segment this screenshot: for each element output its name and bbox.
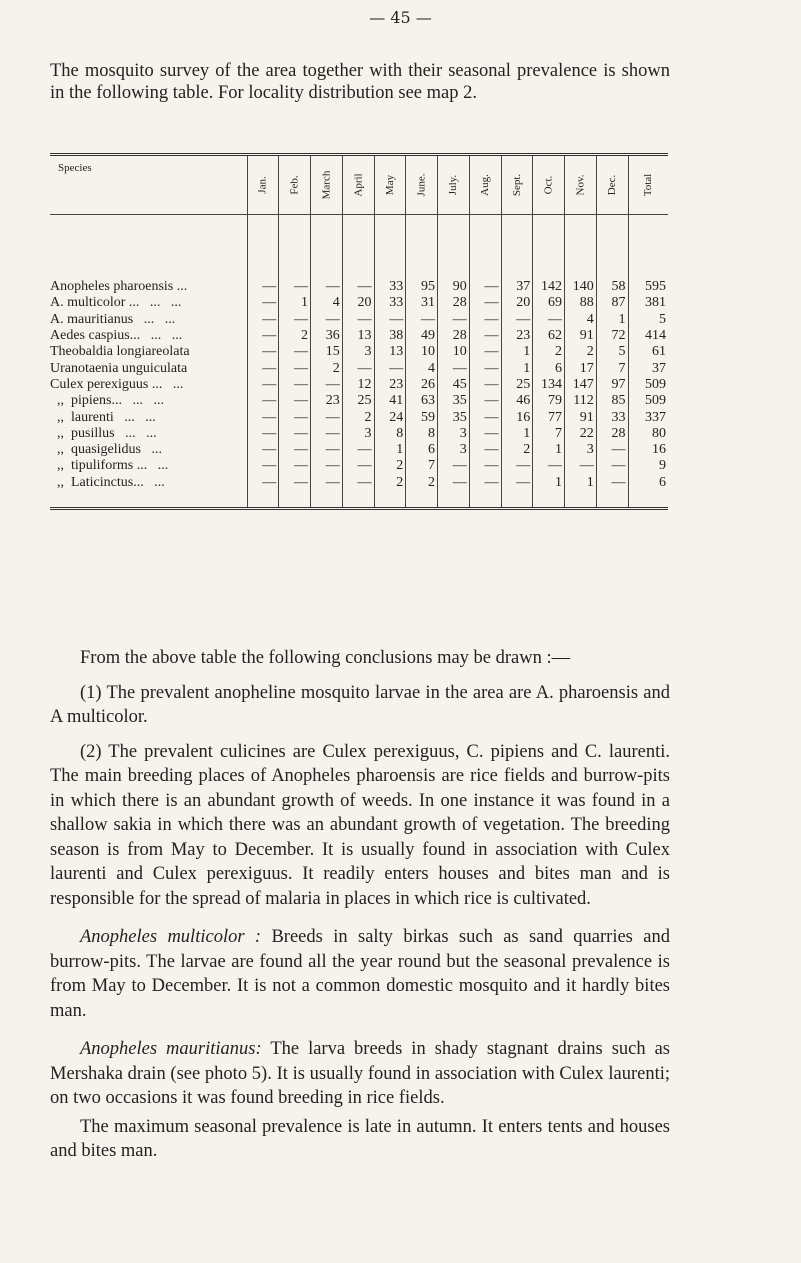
count-cell: — (469, 377, 501, 393)
count-cell: 2 (533, 344, 565, 360)
table-row (50, 409, 668, 425)
count-cell: — (311, 377, 343, 393)
count-cell: 22 (565, 426, 597, 442)
table-row (50, 458, 668, 474)
count-cell: 509 (645, 376, 666, 392)
count-cell: — (342, 458, 374, 474)
spacer-cell (374, 491, 406, 507)
count-cell: — (438, 458, 470, 474)
species-name: ,, pipiens... ... ... (50, 393, 247, 409)
header-label: Aug. (479, 174, 492, 196)
count-cell: 28 (438, 295, 470, 311)
header-feb (279, 156, 311, 215)
header-label: Total (642, 173, 655, 197)
species-name: Anopheles pharoensis ... (50, 279, 247, 295)
spacer-cell (596, 215, 628, 280)
count-cell: — (533, 458, 565, 474)
count-cell: — (342, 279, 374, 295)
count-cell: — (247, 393, 279, 409)
count-cell: 4 (311, 295, 343, 311)
count-cell: — (469, 442, 501, 458)
count-cell: 7 (596, 360, 628, 376)
last-paragraph: The maximum seasonal prevalence is late in autumn. It enters tents and houses and bites man. (50, 1116, 670, 1161)
spacer-row (50, 215, 668, 280)
count-cell: 4 (406, 360, 438, 376)
count-cell: 7 (533, 426, 565, 442)
table-header-row (50, 156, 668, 215)
count-cell: 414 (645, 328, 666, 344)
header-label: Feb. (288, 175, 301, 195)
count-cell: 17 (565, 360, 597, 376)
count-cell: — (247, 360, 279, 376)
count-cell: 6 (533, 360, 565, 376)
count-cell: 37 (652, 360, 666, 376)
header-total (628, 156, 668, 215)
spacer-cell (628, 491, 668, 507)
count-cell: 509 (645, 393, 666, 409)
table-row (50, 360, 668, 376)
intro-paragraph: The mosquito survey of the area together with their seasonal prevalence is shown in the following table. For locality distribution see map 2. (50, 61, 670, 103)
spacer-cell (311, 215, 343, 280)
count-cell: 23 (374, 377, 406, 393)
count-cell: — (374, 360, 406, 376)
count-cell: 15 (311, 344, 343, 360)
spacer-cell (565, 491, 597, 507)
table-row (50, 393, 668, 409)
count-cell: 2 (374, 475, 406, 491)
spacer-cell (438, 215, 470, 280)
count-cell: — (279, 442, 311, 458)
header-aug (469, 156, 501, 215)
table-row (50, 344, 668, 360)
count-cell: 1 (565, 475, 597, 491)
count-cell: 2 (406, 475, 438, 491)
count-cell: — (247, 426, 279, 442)
count-cell: 41 (374, 393, 406, 409)
count-cell: 1 (533, 475, 565, 491)
header-label: June. (415, 173, 428, 197)
count-cell: 20 (501, 295, 533, 311)
count-cell: 38 (374, 328, 406, 344)
spacer-cell (533, 491, 565, 507)
count-cell: 3 (565, 442, 597, 458)
header-dec (596, 156, 628, 215)
count-cell: — (247, 279, 279, 295)
count-cell: 10 (406, 344, 438, 360)
spacer-cell (406, 215, 438, 280)
table-row (50, 328, 668, 344)
spacer-cell (533, 215, 565, 280)
spacer-cell (438, 491, 470, 507)
count-cell: 33 (596, 409, 628, 425)
count-cell: — (247, 377, 279, 393)
spacer-cell (342, 491, 374, 507)
count-cell: 77 (533, 409, 565, 425)
count-cell: — (469, 393, 501, 409)
count-cell: 26 (406, 377, 438, 393)
count-cell: — (438, 360, 470, 376)
count-cell: 7 (406, 458, 438, 474)
count-cell: — (501, 458, 533, 474)
count-cell: — (469, 328, 501, 344)
species-name: ,, Laticinctus... ... (50, 475, 247, 491)
count-cell: 46 (501, 393, 533, 409)
count-cell: — (342, 360, 374, 376)
count-cell: 8 (406, 426, 438, 442)
count-cell: — (279, 279, 311, 295)
count-cell: 337 (645, 409, 666, 425)
table-row (50, 475, 668, 491)
species-name: ,, laurenti ... ... (50, 409, 247, 425)
table-row (50, 295, 668, 311)
header-june (406, 156, 438, 215)
header-label: Dec. (606, 174, 619, 196)
count-cell: 45 (438, 377, 470, 393)
count-cell: — (565, 458, 597, 474)
header-may (374, 156, 406, 215)
count-cell: 24 (374, 409, 406, 425)
count-cell: — (311, 475, 343, 491)
count-cell: — (279, 377, 311, 393)
count-cell: 381 (645, 295, 666, 311)
conclusion-1: (1) The prevalent anopheline mosquito larvae in the area are A. pharoensis and A multicolor. (50, 682, 670, 727)
header-oct (533, 156, 565, 215)
species-name: Aedes caspius... ... ... (50, 328, 247, 344)
count-cell: 61 (652, 344, 666, 360)
count-cell: 72 (596, 328, 628, 344)
page-number: — 45 — (369, 8, 432, 27)
count-cell: — (501, 312, 533, 328)
count-cell: 1 (501, 344, 533, 360)
count-cell: 3 (342, 344, 374, 360)
count-cell: — (279, 409, 311, 425)
count-cell: 5 (659, 311, 666, 327)
spacer-cell (247, 215, 279, 280)
count-cell: — (342, 442, 374, 458)
mauritianus-text: The larva breeds in shady stagnant drains such as Mershaka drain (see photo 5). It is usually found in association with Culex laurenti; on two occasions it was found breeding in rice fields. (50, 1039, 671, 1108)
spacer-cell (469, 491, 501, 507)
count-cell: 2 (501, 442, 533, 458)
spacer-cell (628, 215, 668, 280)
count-cell: 25 (342, 393, 374, 409)
count-cell: — (279, 393, 311, 409)
spacer-cell (469, 215, 501, 280)
species-name: ,, pusillus ... ... (50, 426, 247, 442)
header-nov (565, 156, 597, 215)
header-label: Sept. (510, 173, 523, 197)
header-label: Jan. (256, 176, 269, 194)
count-cell: 6 (659, 474, 666, 490)
header-label: March (320, 170, 333, 200)
count-cell: 2 (374, 458, 406, 474)
count-cell: 16 (501, 409, 533, 425)
count-cell: — (247, 295, 279, 311)
count-cell: — (469, 295, 501, 311)
count-cell: 23 (311, 393, 343, 409)
count-cell: 3 (438, 442, 470, 458)
count-cell: 69 (533, 295, 565, 311)
count-cell: 87 (596, 295, 628, 311)
count-cell: 49 (406, 328, 438, 344)
count-cell: 59 (406, 409, 438, 425)
count-cell: 33 (374, 295, 406, 311)
multicolor-title: Anopheles multicolor : (80, 927, 262, 947)
count-cell: — (469, 312, 501, 328)
body-text (50, 646, 670, 1168)
count-cell: — (596, 475, 628, 491)
spacer-cell (50, 491, 247, 507)
table-row (50, 442, 668, 458)
count-cell: — (311, 458, 343, 474)
count-cell: — (501, 475, 533, 491)
count-cell: 79 (533, 393, 565, 409)
count-cell: 4 (565, 312, 597, 328)
count-cell: 80 (652, 425, 666, 441)
spacer-cell (565, 215, 597, 280)
count-cell: — (469, 360, 501, 376)
count-cell: 35 (438, 393, 470, 409)
count-cell: — (311, 409, 343, 425)
count-cell: 16 (652, 442, 666, 458)
spacer-cell (50, 215, 247, 280)
count-cell: 33 (374, 279, 406, 295)
count-cell: — (279, 426, 311, 442)
count-cell: — (469, 409, 501, 425)
count-cell: — (469, 475, 501, 491)
count-cell: — (247, 312, 279, 328)
species-table (50, 153, 668, 510)
count-cell: — (533, 312, 565, 328)
species-name: Uranotaenia unguiculata (50, 360, 247, 376)
count-cell: 37 (501, 279, 533, 295)
count-cell: 91 (565, 328, 597, 344)
count-cell: — (311, 442, 343, 458)
species-name: A. multicolor ... ... ... (50, 295, 247, 311)
count-cell: 13 (374, 344, 406, 360)
count-cell: — (311, 279, 343, 295)
spacer-cell (279, 215, 311, 280)
mauritianus-paragraph (50, 1037, 670, 1111)
count-cell: 2 (311, 360, 343, 376)
count-cell: — (438, 312, 470, 328)
count-cell: 2 (565, 344, 597, 360)
count-cell: 91 (565, 409, 597, 425)
spacer-cell (406, 491, 438, 507)
table-row (50, 279, 668, 295)
count-cell: 95 (406, 279, 438, 295)
header-label: April (352, 173, 365, 197)
count-cell: — (406, 312, 438, 328)
species-name: A. mauritianus ... ... (50, 312, 247, 328)
table-row (50, 426, 668, 442)
spacer-cell (342, 215, 374, 280)
count-cell: — (469, 279, 501, 295)
count-cell: 97 (596, 377, 628, 393)
conclusion-lead: From the above table the following conclusions may be drawn :— (80, 648, 571, 668)
spacer-cell (311, 491, 343, 507)
count-cell: 63 (406, 393, 438, 409)
count-cell: — (247, 475, 279, 491)
count-cell: 85 (596, 393, 628, 409)
header-label: Species (58, 162, 92, 174)
spacer-cell (374, 215, 406, 280)
count-cell: — (247, 442, 279, 458)
header-label: Oct. (542, 175, 555, 195)
count-cell: — (247, 344, 279, 360)
count-cell: — (247, 409, 279, 425)
count-cell: — (342, 475, 374, 491)
count-cell: 62 (533, 328, 565, 344)
count-cell: 31 (406, 295, 438, 311)
count-cell: 23 (501, 328, 533, 344)
count-cell: 2 (342, 409, 374, 425)
count-cell: 1 (596, 312, 628, 328)
count-cell: 10 (438, 344, 470, 360)
count-cell: — (438, 475, 470, 491)
count-cell: 112 (565, 393, 597, 409)
count-cell: 1 (501, 360, 533, 376)
count-cell: — (279, 344, 311, 360)
spacer-cell (596, 491, 628, 507)
count-cell: — (279, 360, 311, 376)
count-cell: 2 (279, 328, 311, 344)
count-cell: 25 (501, 377, 533, 393)
count-cell: 1 (501, 426, 533, 442)
count-cell: 8 (374, 426, 406, 442)
header-label: May (383, 174, 396, 196)
count-cell: — (596, 442, 628, 458)
species-name: Theobaldia longiareolata (50, 344, 247, 360)
count-cell: 13 (342, 328, 374, 344)
count-cell: 88 (565, 295, 597, 311)
spacer-row (50, 491, 668, 507)
count-cell: — (469, 426, 501, 442)
count-cell: 28 (438, 328, 470, 344)
count-cell: 5 (596, 344, 628, 360)
count-cell: 12 (342, 377, 374, 393)
mauritianus-title: Anopheles mauritianus: (80, 1039, 262, 1059)
count-cell: — (469, 458, 501, 474)
header-march (311, 156, 343, 215)
table-row (50, 312, 668, 328)
count-cell: 58 (596, 279, 628, 295)
count-cell: 35 (438, 409, 470, 425)
count-cell: 1 (533, 442, 565, 458)
count-cell: 134 (533, 377, 565, 393)
header-label: July. (447, 174, 460, 196)
count-cell: 90 (438, 279, 470, 295)
spacer-cell (501, 491, 533, 507)
count-cell: 36 (311, 328, 343, 344)
count-cell: 3 (342, 426, 374, 442)
header-april (342, 156, 374, 215)
header-july (438, 156, 470, 215)
species-name: ,, tipuliforms ... ... (50, 458, 247, 474)
count-cell: 6 (406, 442, 438, 458)
count-cell: 9 (659, 458, 666, 474)
count-cell: — (469, 344, 501, 360)
count-cell: — (596, 458, 628, 474)
count-cell: — (279, 458, 311, 474)
species-name: Culex perexiguus ... ... (50, 377, 247, 393)
count-cell: 147 (565, 377, 597, 393)
spacer-cell (247, 491, 279, 507)
count-cell: — (311, 312, 343, 328)
spacer-cell (279, 491, 311, 507)
count-cell: 3 (438, 426, 470, 442)
spacer-cell (501, 215, 533, 280)
table-row (50, 377, 668, 393)
count-cell: 28 (596, 426, 628, 442)
header-species (50, 156, 247, 215)
header-label: Nov. (574, 174, 587, 196)
count-cell: 595 (645, 279, 666, 295)
count-cell: — (342, 312, 374, 328)
count-cell: 140 (565, 279, 597, 295)
count-cell: — (279, 312, 311, 328)
count-cell: — (279, 475, 311, 491)
count-cell: 1 (279, 295, 311, 311)
count-cell: 142 (533, 279, 565, 295)
count-cell: 1 (374, 442, 406, 458)
count-cell: — (247, 458, 279, 474)
multicolor-text: Breeds in salty birkas such as sand quarries and burrow-pits. The larvae are found all the year round but the seasonal prevalence is from May to December. It is not a common domestic mosquito and it hardly bites man. (50, 927, 670, 1021)
count-cell: — (374, 312, 406, 328)
conclusion-2: (2) The prevalent culicines are Culex perexiguus, C. pipiens and C. laurenti. The main breeding places of Anopheles pharoensis are rice fields and burrow-pits in which there is an abundant growth of weeds. In one instance it was found in a shallow sakia in which there was an abundant growth of vegetation. The breeding season is from May to December. It is usually found in association with Culex laurenti and Culex perexiguus. It readily enters houses and bites man and is responsible for the spread of malaria in places in which rice is cultivated. (50, 741, 670, 909)
header-sept (501, 156, 533, 215)
count-cell: — (247, 328, 279, 344)
multicolor-paragraph (50, 925, 670, 1023)
species-name: ,, quasigelidus ... (50, 442, 247, 458)
count-cell: — (311, 426, 343, 442)
header-jan (247, 156, 279, 215)
count-cell: 20 (342, 295, 374, 311)
